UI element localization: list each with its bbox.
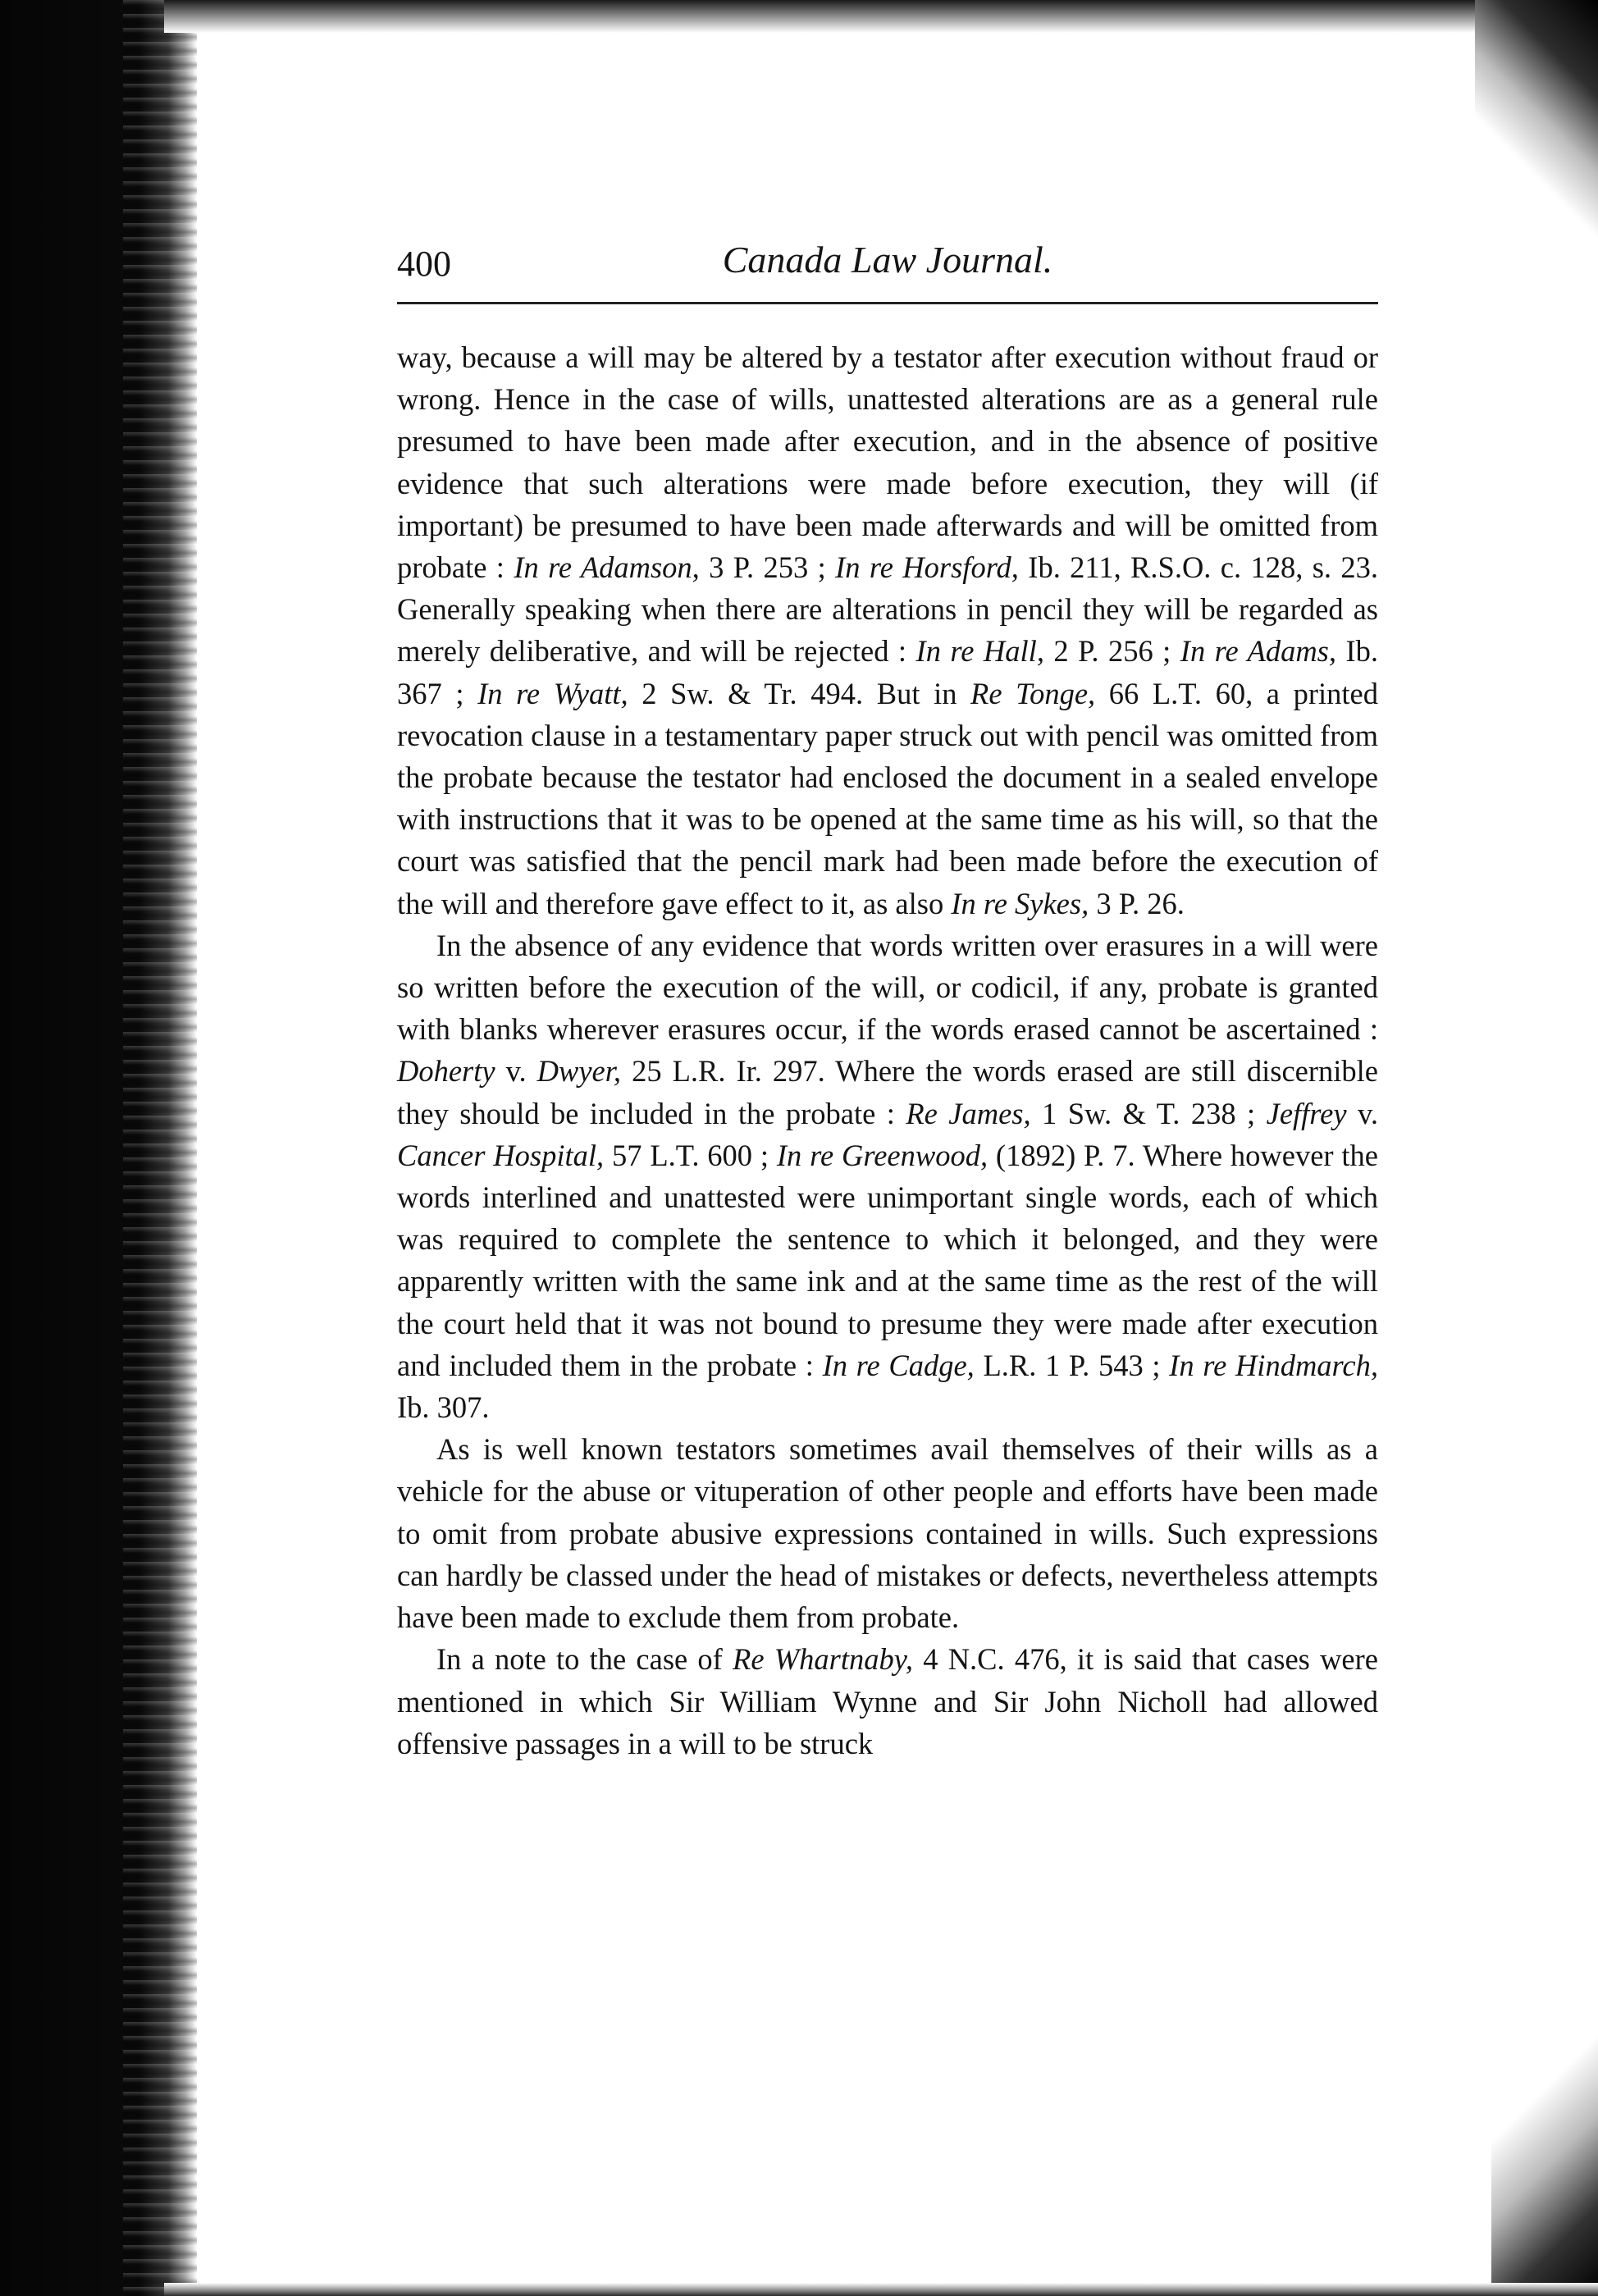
case-citation: In re Greenwood, [776, 1138, 988, 1172]
case-citation: Re Tonge, [970, 676, 1096, 710]
case-citation: In re Wyatt, [477, 676, 628, 710]
text-run: Ib. 367 ; [397, 634, 1379, 710]
text-run: 3 P. 26. [1089, 886, 1185, 920]
paragraph-4 [397, 1638, 1378, 1764]
paragraph-1 [397, 336, 1378, 924]
case-citation: In re Sykes, [951, 886, 1089, 920]
page-header [397, 238, 1378, 304]
case-citation: Jeffrey [1266, 1096, 1347, 1130]
text-run: v. [495, 1054, 537, 1089]
case-citation: Doherty [397, 1054, 495, 1089]
case-citation: In re Adamson, [514, 550, 700, 585]
case-citation: In re Adams, [1180, 634, 1337, 669]
case-citation: In re Cadge, [822, 1348, 975, 1382]
text-run: Ib. 307. [397, 1390, 490, 1425]
text-run: As is well known testators sometimes avail themselves of their wills as a vehicle for the abuse or vituperation of other people and efforts have been made to omit from probate abusive expressions contained in wills. Such expressions can hardly be classed under the head of mistakes or defects, nevertheless attempts have been made to exclude them from probate. [397, 1432, 1378, 1635]
text-run: 3 P. 253 ; [699, 550, 836, 585]
header-rule [397, 302, 1378, 304]
text-run: In a note to the case of [436, 1642, 733, 1677]
text-run: v. [1346, 1096, 1378, 1130]
case-citation: Re Whartnaby, [733, 1642, 914, 1677]
paragraph-2 [397, 924, 1378, 1428]
scan-top-edge [164, 0, 1598, 33]
case-citation: Cancer Hospital, [397, 1138, 605, 1172]
case-citation: In re Hall, [915, 634, 1044, 669]
text-run: 66 L.T. 60, a printed revocation clause in a testamentary paper struck out with pencil was omitted from the probate because the testator had enclosed the document in a sealed envelope with instructions that it was to be opened at the same time as his will, so that the court was satisfied that the pencil mark had been made before the execution of the will and therefore gave effect to it, as also [397, 676, 1378, 920]
page-number: 400 [397, 244, 451, 284]
case-citation: In re Hindmarch, [1169, 1348, 1378, 1382]
case-citation: Re James, [906, 1096, 1031, 1130]
text-run: 1 Sw. & T. 238 ; [1030, 1096, 1267, 1130]
text-run: 57 L.T. 600 ; [604, 1138, 777, 1172]
text-run: 2 P. 256 ; [1043, 634, 1180, 669]
text-run: L.R. 1 P. 543 ; [974, 1348, 1170, 1382]
journal-title: Canada Law Journal. [722, 239, 1053, 281]
text-run: way, because a will may be altered by a testator after execution without fraud or wrong. Hence in the case of wills, unattested alterations are as a general rule presumed to have been made after execution, and in the absence of positive evidence that such alterations were made before execution, they will (if important) be presumed to have been made afterwards and will be omitted from probate : [397, 340, 1378, 585]
text-run: 4 N.C. 476, it is said that cases were mentioned in which Sir William Wynne and Sir John Nicholl had allowed offensive passages in a will to be struck [397, 1642, 1378, 1760]
text-run: Ib. 211, R.S.O. c. 128, s. 23. Generally speaking when there are alterations in pencil they will be regarded as merely deliberative, and will be rejected : [397, 550, 1379, 669]
scan-top-right-corner [1475, 0, 1598, 262]
scan-left-edge-noise [123, 0, 197, 2296]
text-run: 25 L.R. Ir. 297. Where the words erased are still discernible they should be included in the probate : [397, 1054, 1378, 1130]
scan-bottom-right-corner [1491, 1951, 1598, 2296]
paragraph-3 [397, 1428, 1378, 1638]
text-run: In the absence of any evidence that words written over erasures in a will were so written before the execution of the will, or codicil, if any, probate is granted with blanks wherever erasures occur, if the words erased cannot be ascertained : [397, 928, 1378, 1047]
body-text [397, 336, 1378, 1764]
text-run: (1892) P. 7. Where however the words interlined and unattested were unimportant single words, each of which was required to complete the sentence to which it belonged, and they were apparently written with the same ink and at the same time as the rest of the will the court held that it was not bound to presume they were made after execution and included them in the probate : [397, 1138, 1379, 1382]
case-citation: Dwyer, [536, 1054, 622, 1089]
scan-bottom-edge [164, 2283, 1598, 2296]
text-run: 2 Sw. & Tr. 494. But in [628, 676, 971, 710]
case-citation: In re Horsford, [835, 550, 1019, 585]
